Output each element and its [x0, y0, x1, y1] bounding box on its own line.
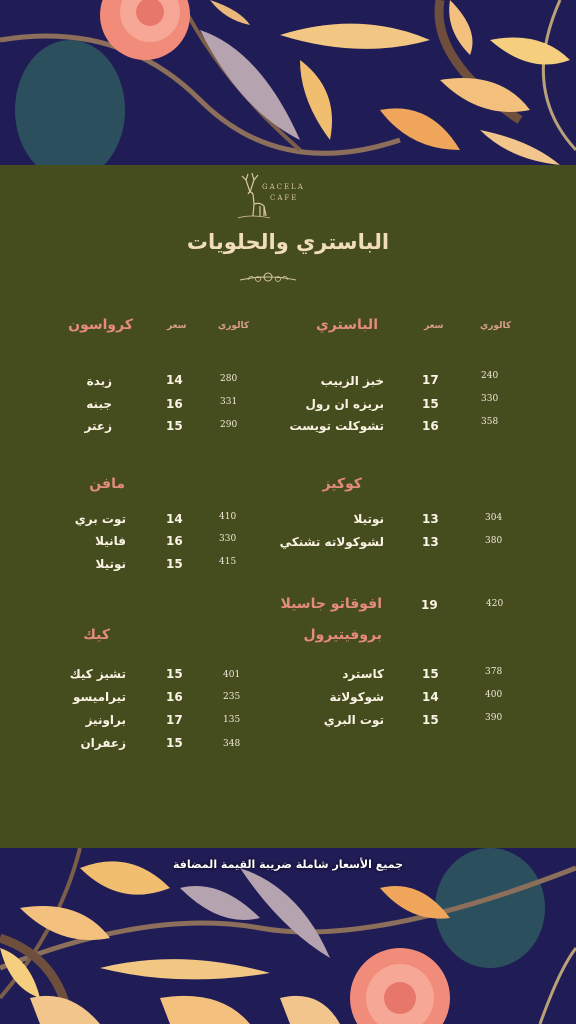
menu-item-price: 14	[166, 512, 183, 526]
menu-item-name: خبز الزبيب	[320, 374, 384, 388]
header-calories-left: كالوري	[218, 321, 250, 331]
menu-item-calories: 290	[220, 420, 238, 430]
menu-item-name: براونيز	[85, 713, 126, 727]
menu-item-calories: 304	[485, 513, 503, 523]
menu-item-name: تشوكلت تويست	[289, 419, 384, 433]
menu-item-name: توت البري	[323, 713, 384, 727]
menu-item-calories: 401	[223, 670, 241, 680]
menu-item-calories: 348	[223, 739, 241, 749]
menu-item-price: 15	[422, 713, 439, 727]
section-title-profiterole: بروفيتيرول	[303, 627, 382, 643]
header-calories-right: كالوري	[480, 321, 512, 331]
floral-ornament-icon	[238, 266, 298, 290]
menu-item-name: جبنه	[86, 397, 112, 411]
menu-item-price: 15	[166, 557, 183, 571]
menu-item-price: 16	[166, 534, 183, 548]
menu-item-affogato-calories: 420	[486, 599, 504, 609]
menu-item-calories: 378	[485, 667, 503, 677]
menu-item-price: 16	[422, 419, 439, 433]
menu-item-price: 17	[422, 373, 439, 387]
header-price-right: سعر	[424, 321, 444, 331]
menu-item-calories: 330	[219, 534, 237, 544]
menu-item-name: زعفران	[80, 736, 126, 750]
menu-item-name: نوتيلا	[95, 557, 126, 571]
menu-item-calories: 410	[219, 512, 237, 522]
menu-item-name: زعتر	[84, 419, 112, 433]
menu-item-name: لشوكولاته تشنكي	[279, 535, 384, 549]
header-price-left: سعر	[167, 321, 187, 331]
section-title-croissant: كرواسون	[68, 317, 133, 333]
logo-text-line1: GACELA	[262, 183, 305, 191]
section-title-cookies: كوكيز	[322, 476, 362, 492]
menu-item-calories: 280	[220, 374, 238, 384]
menu-item-calories: 380	[485, 536, 503, 546]
menu-item-name: فانيلا	[95, 534, 126, 548]
menu-item-affogato-name: افوقاتو جاسيلا	[280, 596, 382, 612]
menu-item-calories: 400	[485, 690, 503, 700]
menu-item-calories: 240	[481, 371, 499, 381]
menu-item-price: 14	[166, 373, 183, 387]
menu-item-name: تشيز كيك	[69, 667, 126, 681]
menu-item-name: كاسترد	[342, 667, 384, 681]
section-title-muffin: مافن	[89, 476, 125, 492]
menu-item-price: 15	[166, 667, 183, 681]
menu-item-name: توت بري	[74, 512, 126, 526]
menu-item-affogato-price: 19	[421, 598, 438, 612]
menu-item-price: 15	[422, 667, 439, 681]
menu-item-name: نوتيلا	[353, 512, 384, 526]
page-title: الباستري والحلويات	[186, 230, 390, 254]
menu-item-price: 16	[166, 690, 183, 704]
menu-item-calories: 331	[220, 397, 238, 407]
menu-item-price: 15	[166, 419, 183, 433]
section-title-pastry: الباستري	[315, 317, 378, 333]
menu-item-price: 17	[166, 713, 183, 727]
menu-item-calories: 330	[481, 394, 499, 404]
menu-item-calories: 235	[223, 692, 241, 702]
menu-item-calories: 358	[481, 417, 499, 427]
vat-note: جميع الأسعار شاملة ضريبة القيمة المضافة	[172, 858, 404, 871]
menu-item-name: شوكولاتة	[329, 690, 384, 704]
menu-item-calories: 135	[223, 715, 241, 725]
menu-item-calories: 390	[485, 713, 503, 723]
menu-item-price: 14	[422, 690, 439, 704]
menu-item-price: 15	[422, 397, 439, 411]
menu-item-calories: 415	[219, 557, 237, 567]
menu-item-name: بريزه ان رول	[305, 397, 384, 411]
menu-item-price: 13	[422, 512, 439, 526]
menu-item-name: زبدة	[86, 374, 112, 388]
menu-item-price: 15	[166, 736, 183, 750]
section-title-cake: كيك	[83, 627, 110, 643]
menu-item-name: تيراميسو	[72, 690, 126, 704]
menu-item-price: 16	[166, 397, 183, 411]
top-floral-decoration	[0, 0, 576, 165]
logo-text-line2: CAFE	[270, 194, 299, 202]
menu-item-price: 13	[422, 535, 439, 549]
bottom-floral-decoration	[0, 848, 576, 1024]
